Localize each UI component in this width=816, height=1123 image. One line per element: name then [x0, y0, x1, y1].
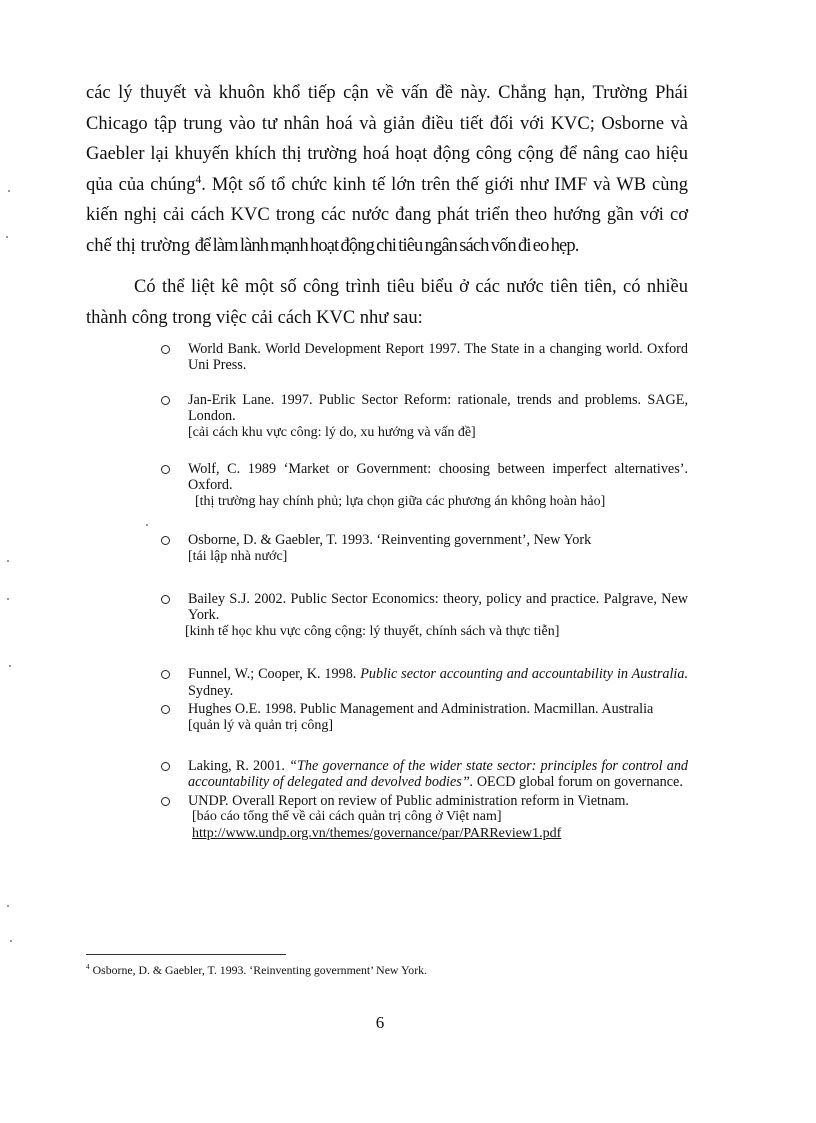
- scan-speck: [8, 190, 10, 192]
- reference-translation: [tái lập nhà nước]: [188, 548, 288, 564]
- footnote-text: Osborne, D. & Gaebler, T. 1993. ‘Reinventing government’ New York.: [89, 963, 427, 977]
- reference-item: [160, 666, 688, 699]
- reference-item: [160, 392, 688, 441]
- reference-text: Bailey S.J. 2002. Public Sector Economics: theory, policy and practice. Palgrave, New York.: [188, 591, 688, 624]
- scan-speck: [10, 940, 12, 942]
- footnote-mark: 4: [86, 962, 90, 972]
- paragraph-text-condensed: để làm lành mạnh hoạt động chi tiêu ngân sách vốn đi eo hẹp.: [194, 235, 579, 256]
- circle-bullet-icon: [161, 595, 170, 604]
- reference-text: Wolf, C. 1989 ‘Market or Government: choosing between imperfect alternatives’. Oxford.: [188, 461, 688, 494]
- reference-item: [160, 591, 688, 640]
- scan-speck: [7, 560, 9, 562]
- reference-author: Laking, R. 2001.: [188, 757, 290, 774]
- footnote-reference[interactable]: 4: [195, 173, 202, 186]
- scan-speck: [146, 524, 148, 526]
- circle-bullet-icon: [161, 705, 170, 714]
- reference-item: [160, 701, 688, 734]
- reference-translation: [quản lý và quản trị công]: [188, 717, 334, 733]
- scan-speck: [7, 598, 9, 600]
- intro-paragraph: Có thể liệt kê một số công trình tiêu biểu ở các nước tiên tiên, có nhiều thành công trong việc cải cách KVC như sau:: [86, 277, 688, 328]
- circle-bullet-icon: [161, 345, 170, 354]
- reference-title: Public sector accounting and accountability in Australia.: [360, 666, 688, 683]
- paragraph-text: . Một số tổ chức kinh tế lớn trên thế giới như IMF và WB cùng kiến nghị cải cách KVC trong các nước đang phát triển theo hướng gần với cơ chế thị trường: [86, 174, 688, 256]
- reference-link[interactable]: http://www.undp.org.vn/themes/governance/par/PARReview1.pdf: [192, 825, 562, 841]
- reference-translation: [kinh tế học khu vực công cộng: lý thuyết, chính sách và thực tiễn]: [185, 623, 560, 639]
- scan-speck: [9, 665, 11, 667]
- circle-bullet-icon: [161, 670, 170, 679]
- scan-speck: [6, 236, 8, 238]
- reference-translation: [cải cách khu vực công: lý do, xu hướng và vấn đề]: [188, 424, 476, 440]
- circle-bullet-icon: [161, 797, 170, 806]
- circle-bullet-icon: [161, 465, 170, 474]
- reference-author: Funnel, W.; Cooper, K. 1998.: [188, 666, 361, 683]
- footnote-separator: [86, 954, 286, 955]
- footnote: [86, 963, 427, 978]
- reference-title: “The governance of the wider state sector: principles for control and accountability of delegated and devolved bodies”.: [188, 757, 689, 791]
- body-paragraph: [86, 78, 688, 261]
- reference-text: Osborne, D. & Gaebler, T. 1993. ‘Reinventing government’, New York: [188, 532, 592, 549]
- reference-translation: [báo cáo tổng thể về cải cách quản trị công ở Việt nam]: [192, 809, 502, 825]
- reference-item: [160, 793, 688, 842]
- reference-text: Hughes O.E. 1998. Public Management and Administration. Macmillan. Australia: [188, 701, 654, 718]
- reference-text: Jan-Erik Lane. 1997. Public Sector Reform: rationale, trends and problems. SAGE, London.: [188, 391, 688, 425]
- reference-rest: Sydney.: [188, 682, 234, 699]
- reference-text: World Bank. World Development Report 1997. The State in a changing world. Oxford Uni Press.: [188, 341, 688, 374]
- reference-translation: [thị trường hay chính phủ; lựa chọn giữa các phương án không hoàn hảo]: [195, 493, 606, 509]
- reference-item: [160, 532, 688, 565]
- scan-speck: [7, 905, 9, 907]
- circle-bullet-icon: [161, 396, 170, 405]
- circle-bullet-icon: [161, 762, 170, 771]
- reference-text: UNDP. Overall Report on review of Public administration reform in Vietnam.: [188, 792, 629, 809]
- reference-item: [160, 461, 688, 510]
- page-number: 6: [375, 1013, 385, 1032]
- circle-bullet-icon: [161, 536, 170, 545]
- reference-list: [160, 341, 688, 842]
- reference-item: [160, 758, 688, 791]
- reference-rest: OECD global forum on governance.: [473, 774, 683, 791]
- reference-item: [160, 341, 688, 374]
- paragraph-text: các lý thuyết và khuôn khổ tiếp cận về vấn đề này. Chẳng hạn, Trường Phái Chicago tập trung vào tư nhân hoá và giản điều tiết đối với KVC; Osborne và Gaebler lại khuyến khích thị trường hoá hoạt động công cộng để nâng cao hiệu qủa của chúng: [86, 83, 688, 195]
